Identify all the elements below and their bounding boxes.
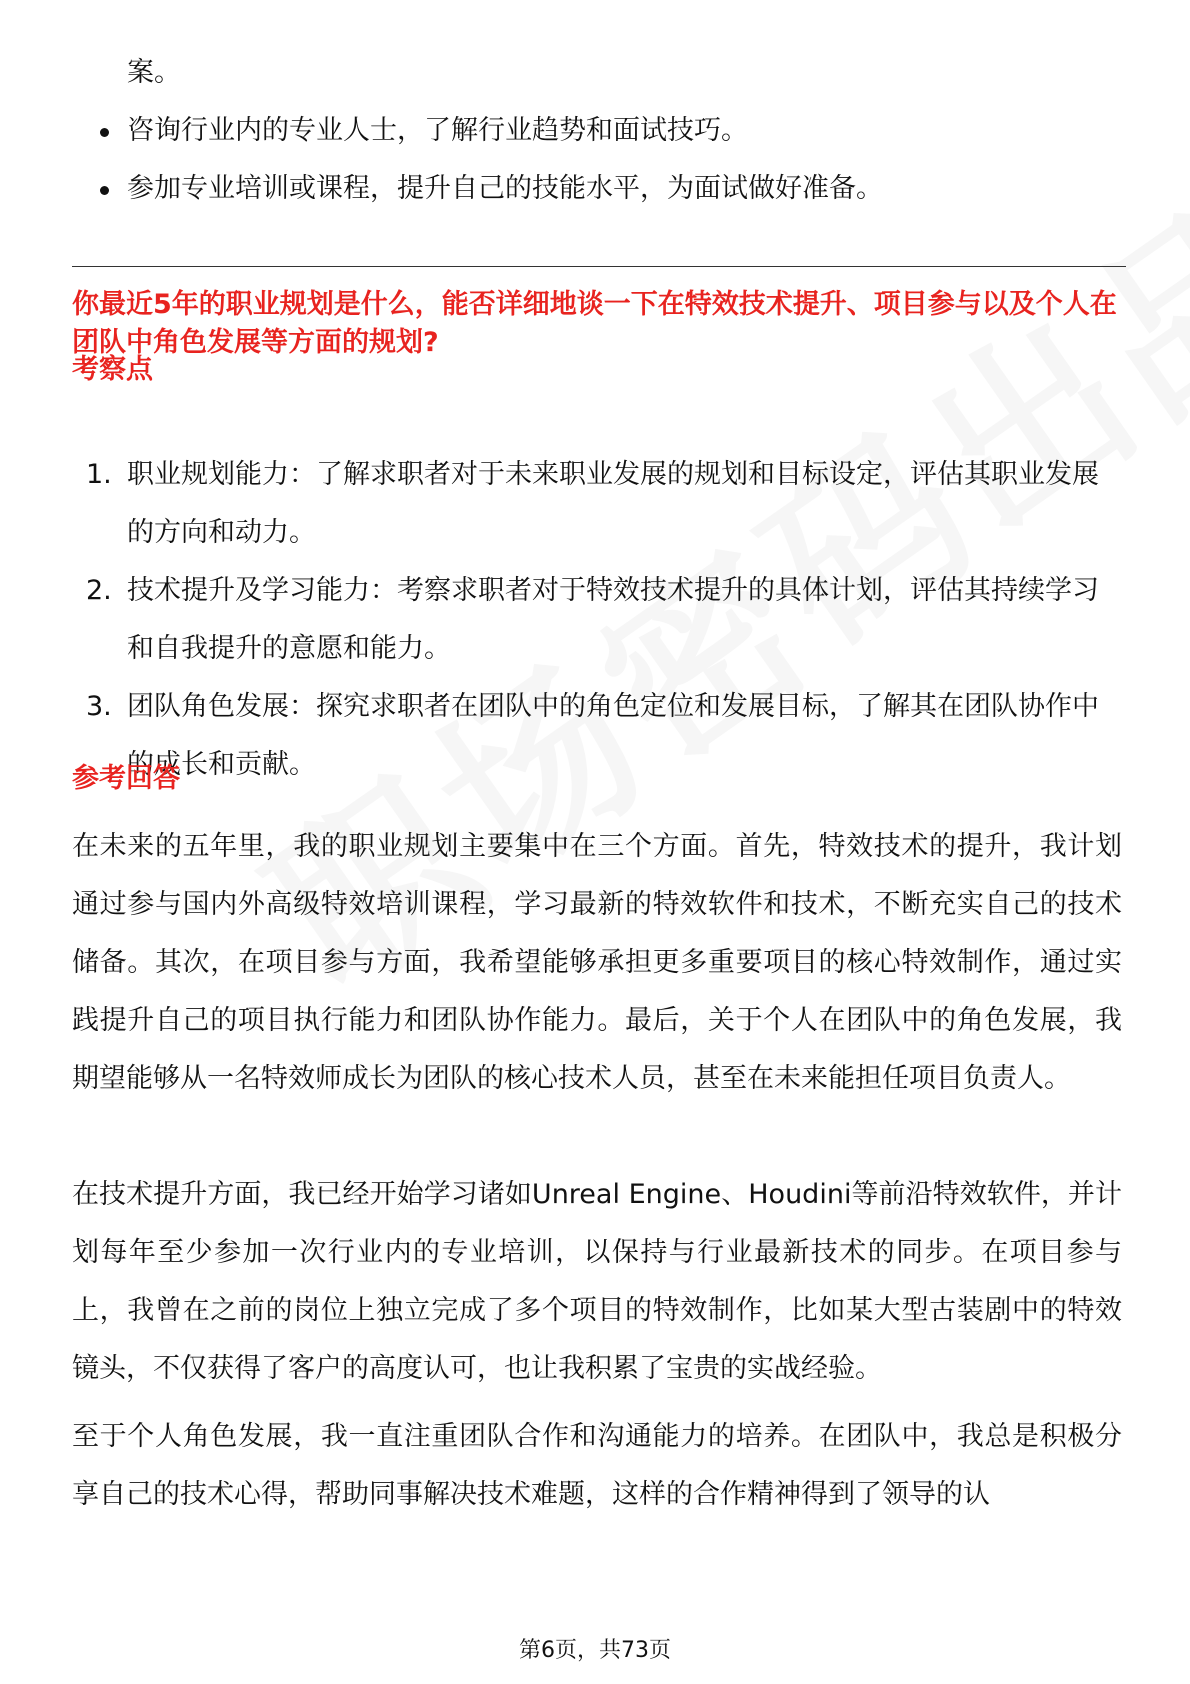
list-item	[72, 102, 1112, 160]
tips-list	[72, 44, 1112, 218]
point-number: 1.	[86, 459, 112, 490]
list-item	[72, 160, 1112, 218]
question-heading: 你最近5年的职业规划是什么，能否详细地谈一下在特效技术提升、项目参与以及个人在团队中角色发展等方面的规划?	[72, 289, 1117, 358]
point-text: 技术提升及学习能力：考察求职者对于特效技术提升的具体计划，评估其持续学习和自我提升的意愿和能力。	[127, 575, 1099, 664]
point-number: 2.	[86, 575, 112, 606]
point-number: 3.	[86, 691, 112, 722]
list-item-text: 咨询行业内的专业人士，了解行业趋势和面试技巧。	[127, 115, 748, 146]
point-item	[72, 562, 1122, 678]
points-heading: 考察点	[72, 354, 153, 385]
answer-paragraph: 在技术提升方面，我已经开始学习诸如Unreal Engine、Houdini等前沿特效软件，并计划每年至少参加一次行业内的专业培训，以保持与行业最新技术的同步。在项目参与上，我曾在之前的岗位上独立完成了多个项目的特效制作，比如某大型古装剧中的特效镜头，不仅获得了客户的高度认可，也让我积累了宝贵的实战经验。	[72, 1179, 1122, 1384]
divider	[72, 266, 1126, 267]
point-item	[72, 446, 1122, 562]
page-number: 第6页，共73页	[519, 1638, 671, 1663]
answer-paragraph: 至于个人角色发展，我一直注重团队合作和沟通能力的培养。在团队中，我总是积极分享自己的技术心得，帮助同事解决技术难题，这样的合作精神得到了领导的认	[72, 1421, 1122, 1510]
list-item	[72, 44, 1112, 102]
answer-heading: 参考回答	[72, 763, 180, 794]
point-text: 职业规划能力：了解求职者对于未来职业发展的规划和目标设定，评估其职业发展的方向和动力。	[127, 459, 1099, 548]
answer-paragraph: 在未来的五年里，我的职业规划主要集中在三个方面。首先，特效技术的提升，我计划通过参与国内外高级特效培训课程，学习最新的特效软件和技术，不断充实自己的技术储备。其次，在项目参与方面，我希望能够承担更多重要项目的核心特效制作，通过实践提升自己的项目执行能力和团队协作能力。最后，关于个人在团队中的角色发展，我期望能够从一名特效师成长为团队的核心技术人员，甚至在未来能担任项目负责人。	[72, 831, 1122, 1094]
point-text: 团队角色发展：探究求职者在团队中的角色定位和发展目标，了解其在团队协作中的成长和贡献。	[127, 691, 1099, 780]
list-item-text: 参加专业培训或课程，提升自己的技能水平，为面试做好准备。	[127, 173, 883, 204]
point-item	[72, 678, 1122, 794]
list-item-text: 案。	[127, 57, 181, 88]
points-list	[72, 446, 1122, 794]
